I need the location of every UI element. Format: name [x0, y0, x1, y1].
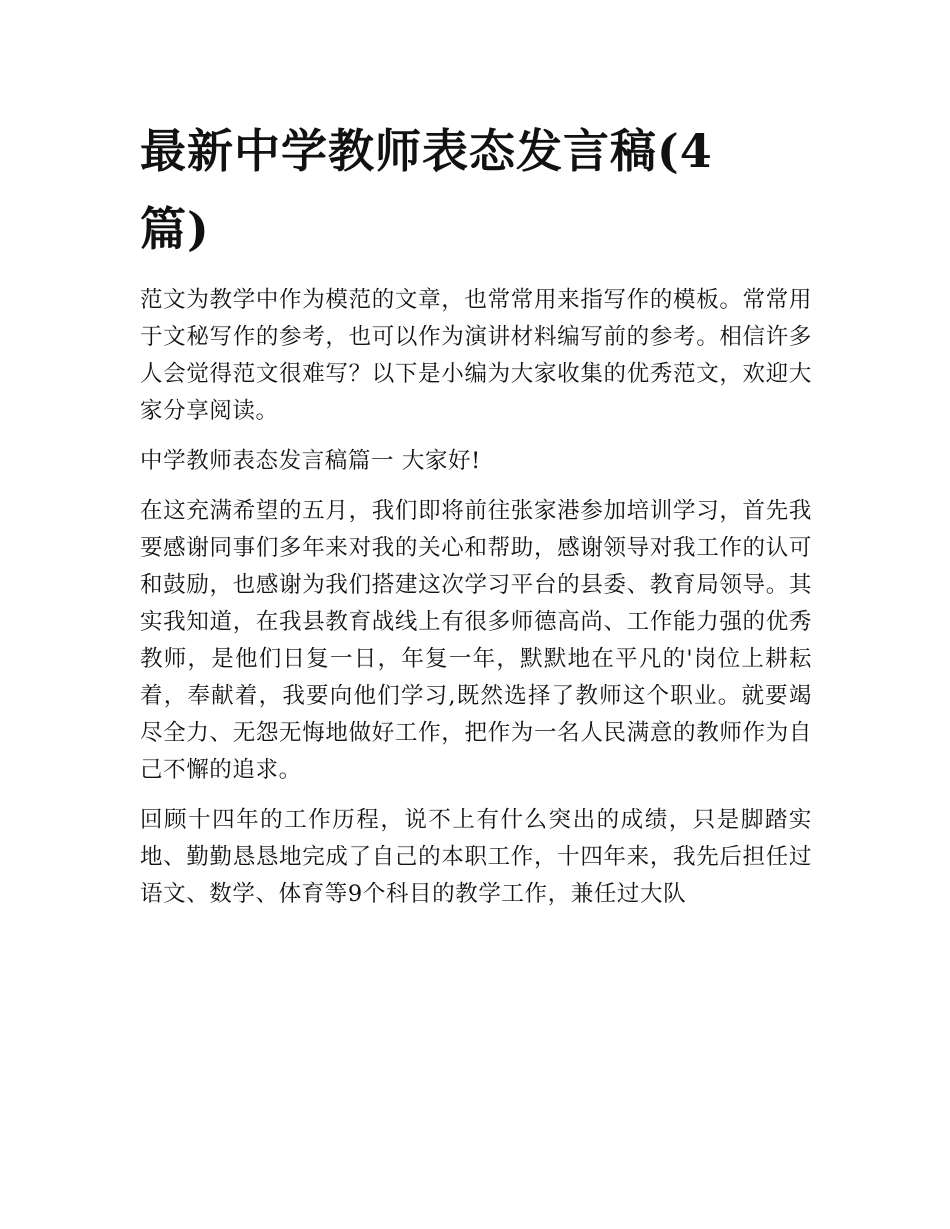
body-paragraph: 在这充满希望的五月，我们即将前往张家港参加培训学习，首先我要感谢同事们多年来对我的关心和帮助，感谢领导对我工作的认可和鼓励，也感谢为我们搭建这次学习平台的县委、教育局领导。其实我知道，在我县教育战线上有很多师德高尚、工作能力强的优秀教师，是他们日复一日，年复一年，默默地在平凡的'岗位上耕耘着，奉献着，我要向他们学习,既然选择了教师这个职业。就要竭尽全力、无怨无悔地做好工作，把作为一名人民满意的教师作为自己不懈的追求。: [140, 498, 812, 783]
document-body: [140, 282, 812, 926]
section-heading-greeting: 中学教师表态发言稿篇一 大家好!: [140, 448, 481, 474]
document-title: 最新中学教师表态发言稿(4篇): [140, 124, 713, 256]
body-paragraph: 回顾十四年的工作历程，说不上有什么突出的成绩，只是脚踏实地、勤勤恳恳地完成了自己的本职工作，十四年来，我先后担任过语文、数学、体育等9个科目的教学工作，兼任过大队: [140, 807, 812, 907]
intro-paragraph: 范文为教学中作为模范的文章，也常常用来指写作的模板。常常用于文秘写作的参考，也可以作为演讲材料编写前的参考。相信许多人会觉得范文很难写？以下是小编为大家收集的优秀范文，欢迎大家分享阅读。: [140, 287, 812, 424]
